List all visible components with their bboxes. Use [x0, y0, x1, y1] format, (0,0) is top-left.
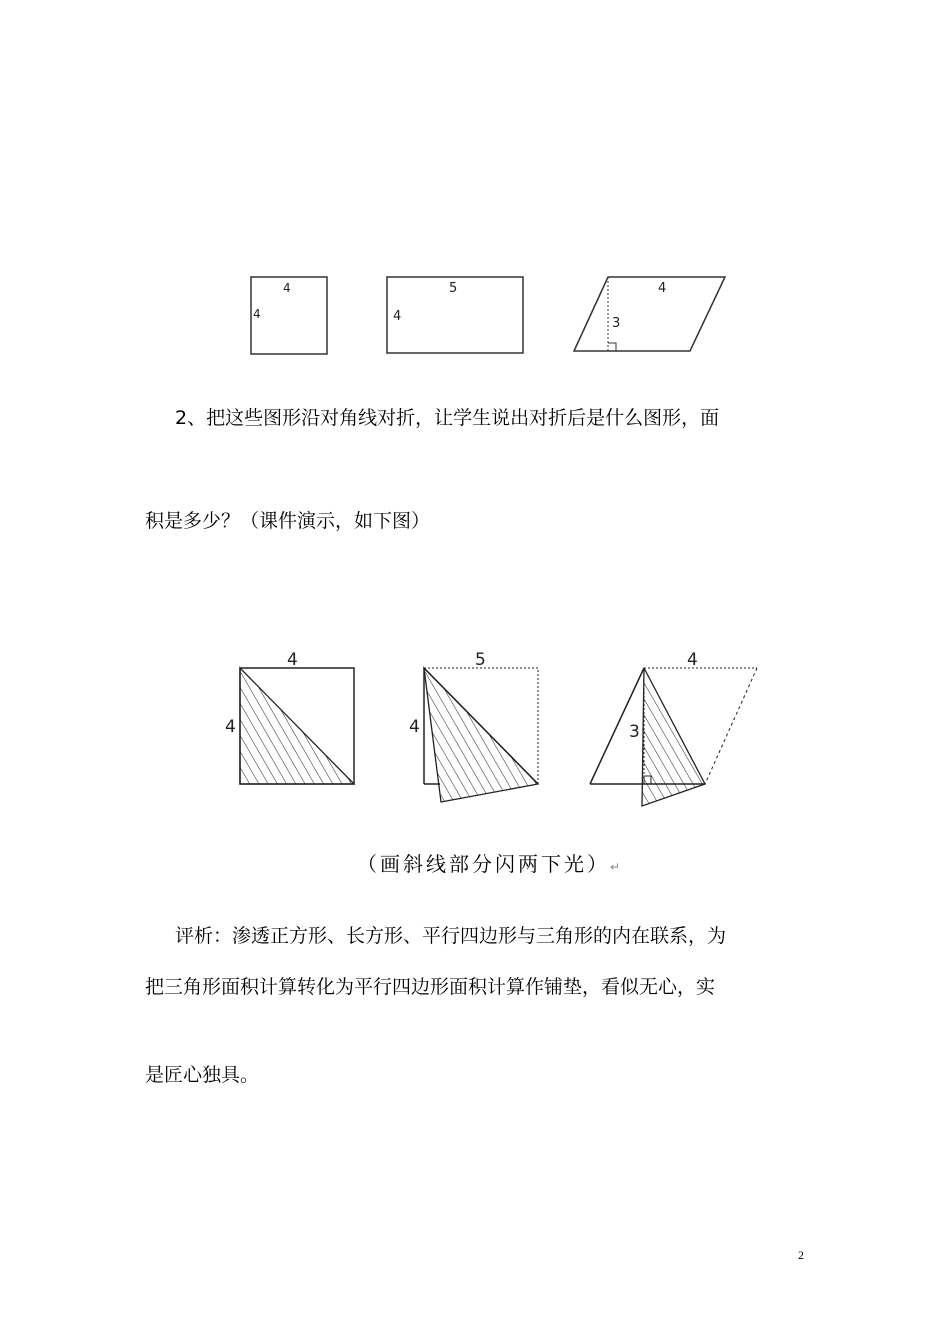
- square-left-label: 4: [225, 717, 236, 737]
- parallelogram-top-label: 4: [658, 281, 667, 296]
- figure-caption: [357, 848, 620, 877]
- paragraph-line: 评析：渗透正方形、长方形、平行四边形与三角形的内在联系，为: [175, 925, 727, 947]
- parallelogram-top-label: 4: [687, 650, 698, 670]
- figure-basic-shapes: [0, 0, 950, 380]
- paragraph-line: 是匠心独具。: [145, 1064, 260, 1086]
- hatched-triangle: [424, 668, 538, 802]
- hatched-triangle: [642, 668, 705, 806]
- parallelogram-shape: [574, 277, 725, 351]
- parallelogram-height-label: 3: [629, 722, 640, 742]
- rectangle-top-label: 5: [449, 281, 458, 296]
- square-left-label: 4: [253, 307, 261, 321]
- paragraph-line: 把三角形面积计算转化为平行四边形面积计算作铺垫，看似无心，实: [145, 976, 716, 998]
- parallelogram-height-label: 3: [612, 316, 621, 331]
- rectangle-top-label: 5: [475, 650, 486, 670]
- hatched-triangle: [240, 668, 354, 784]
- paragraph-line: 积是多少？（课件演示，如下图）: [145, 510, 431, 532]
- page-number: 2: [798, 1248, 804, 1262]
- caption-text: （画斜线部分闪两下光）: [357, 852, 610, 876]
- return-mark-icon: ↵: [610, 860, 621, 874]
- right-angle-mark: [608, 343, 616, 351]
- rectangle-left-label: 4: [393, 309, 402, 324]
- parallelogram-dotted-right: [705, 668, 757, 784]
- figure-folded-shapes: [0, 630, 950, 830]
- paragraph-line: 2、把这些图形沿对角线对折，让学生说出对折后是什么图形，面: [175, 407, 720, 429]
- square-top-label: 4: [287, 650, 298, 670]
- rectangle-left-label: 4: [409, 717, 420, 737]
- square-top-label: 4: [283, 281, 291, 295]
